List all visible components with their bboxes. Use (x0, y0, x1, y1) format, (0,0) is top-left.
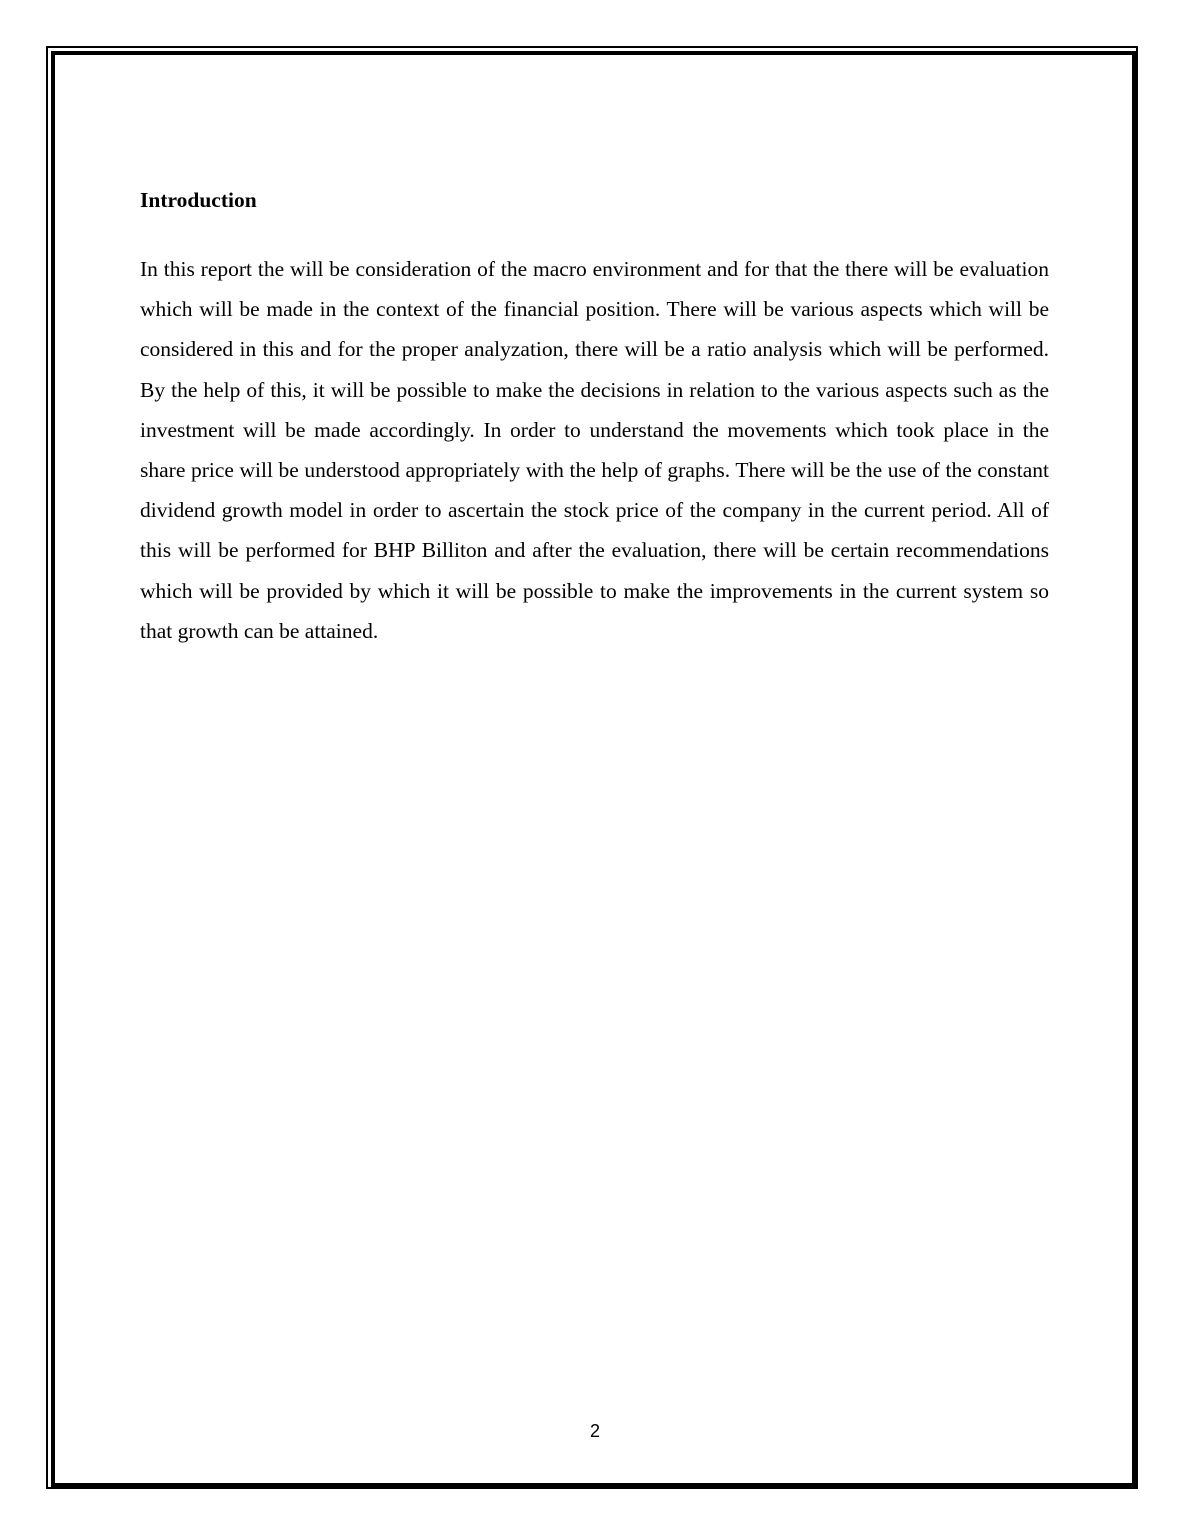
section-heading: Introduction (140, 188, 257, 212)
page-number: 2 (589, 1421, 600, 1441)
page-content (140, 185, 1049, 651)
body-paragraph: In this report the will be consideration of the macro environment and for that the there will be evaluation which will be made in the context of the financial position. There will be various aspects which will be considered in this and for the proper analyzation, there will be a ratio analysis which will be performed. By the help of this, it will be possible to make the decisions in relation to the various aspects such as the investment will be made accordingly. In order to understand the movements which took place in the share price will be understood appropriately with the help of graphs. There will be the use of the constant dividend growth model in order to ascertain the stock price of the company in the current period. All of this will be performed for BHP Billiton and after the evaluation, there will be certain recommendations which will be provided by which it will be possible to make the improvements in the current system so that growth can be attained. (140, 257, 1049, 643)
